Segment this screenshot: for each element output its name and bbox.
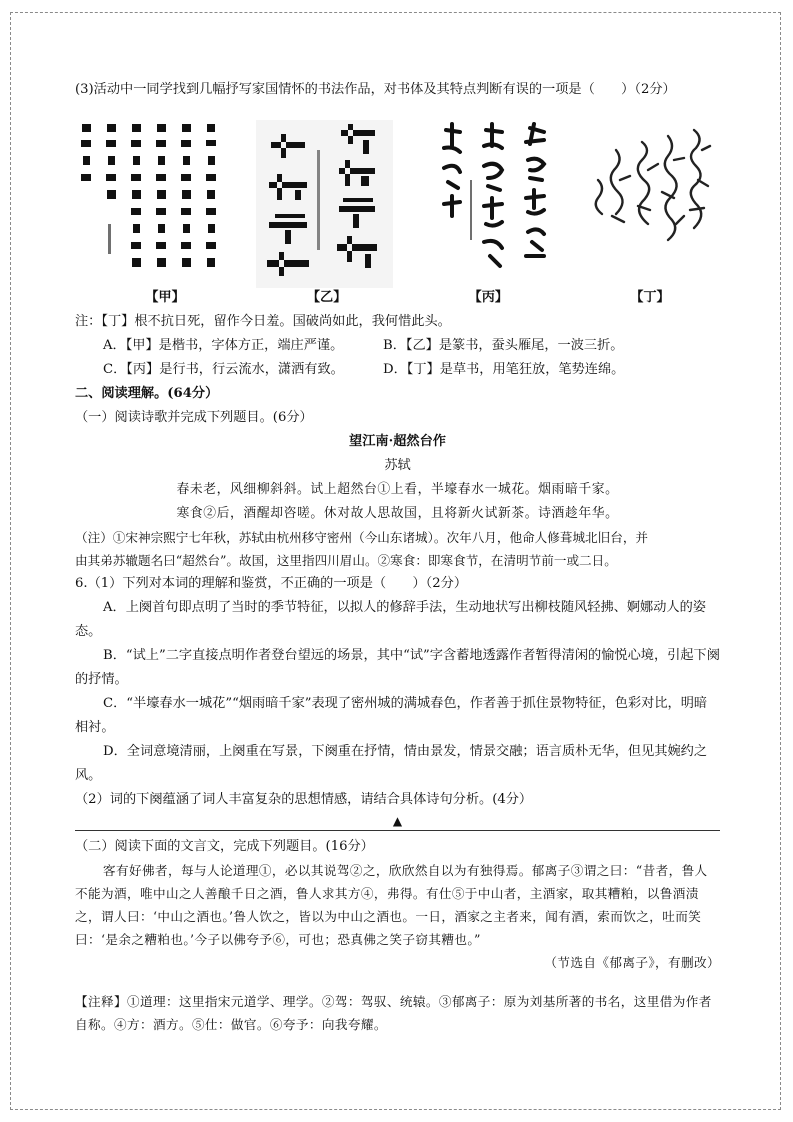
document-content — [75, 78, 720, 1036]
calligraphy-jia-image — [75, 120, 225, 288]
question-3-options-row-2 — [75, 358, 720, 382]
question-6-stem: 6.（1）下列对本词的理解和鉴赏，不正确的一项是（ ）（2分） — [75, 576, 468, 591]
answer-divider — [75, 812, 720, 831]
question-6-option-a: A．上阕首句即点明了当时的季节特征，以拟人的修辞手法，生动地状写出柳枝随风轻拂、婀娜动人的姿态。 — [75, 600, 706, 639]
calligraphy-ding-image — [590, 120, 720, 288]
option-b: B．【乙】是篆书，蚕头雁尾，一波三折。 — [383, 338, 624, 353]
question-3-stem: (3)活动中一同学找到几幅抒写家国情怀的书法作品，对书体及其特点判断有误的一项是（ ）（2分） — [75, 82, 676, 97]
passage-source: （节选自《郁离子》，有删改） — [544, 955, 720, 970]
calligraphy-jia — [75, 120, 225, 288]
calligraphy-bing — [422, 120, 562, 288]
section-heading: 二、阅读理解。(64分） — [75, 386, 219, 401]
label-ding: 【丁】 — [630, 290, 670, 305]
question-6-option-b: B．“试上”二字直接点明作者登台望远的场景，其中“试”字含蓄地透露作者暂得清闲的愉悦心境，引起下阕的抒情。 — [75, 648, 720, 687]
poem-author: 苏轼 — [384, 458, 411, 473]
question-6-option-d: D．全词意境清丽，上阕重在写景，下阕重在抒情，情由景发，情景交融；语言质朴无华，但见其婉约之风。 — [75, 744, 708, 783]
triangle-marker: ▲ — [392, 814, 403, 828]
classical-passage: 客有好佛者，每与人论道理①，必以其说驾②之，欣欣然自以为有独得焉。郁离子③谓之曰：“昔者，鲁人不能为酒，唯中山之人善酿千日之酒，鲁人求其方④，弗得。有仕⑤于中山者，主酒家，取其糟粕，以鲁酒渍之，谓人曰：‘中山之酒也。’鲁人饮之，皆以为中山之酒也。一日，酒家之主者来，闻有酒，索而饮之，吐而笑曰：‘是余之糟粕也。’今子以佛夸予⑥，可也；恐真佛之笑子窃其糟也。” — [75, 863, 708, 947]
calligraphy-note: 注：【丁】根不抗日死，留作今日羞。国破尚如此，我何惜此头。 — [75, 314, 451, 329]
annotations: 【注释】①道理：这里指宋元道学、理学。②驾：驾驭、统辕。③郁离子：原为刘基所著的书名，这里借为作者自称。④方：酒方。⑤仕：做官。⑥夸予：向我夸耀。 — [75, 994, 712, 1032]
poem-line-1: 春未老，风细柳斜斜。试上超然台①上看，半壕春水一城花。烟雨暗千家。 — [176, 482, 619, 497]
spacer — [75, 974, 720, 990]
calligraphy-yi-image — [253, 120, 393, 288]
question-3-options-row-1 — [75, 334, 720, 358]
label-bing: 【丙】 — [468, 290, 509, 305]
question-6-part-2: （2）词的下阕蕴涵了词人丰富复杂的思想情感，请结合具体诗句分析。(4分） — [75, 792, 533, 807]
question-6-option-c: C．“半壕春水一城花”“烟雨暗千家”表现了密州城的满城春色，作者善于抓住景物特征，色彩对比，明暗相衬。 — [75, 696, 708, 735]
label-jia: 【甲】 — [145, 290, 185, 305]
label-yi: 【乙】 — [306, 290, 347, 305]
calligraphy-labels — [75, 286, 720, 310]
poem-title: 望江南·超然台作 — [349, 434, 446, 449]
part-1-heading: （一）阅读诗歌并完成下列题目。(6分） — [75, 410, 313, 425]
poem-note-1: （注）①宋神宗熙宁七年秋，苏轼由杭州移守密州（今山东诸城）。次年八月，他命人修葺城北旧台，并 — [75, 530, 649, 545]
option-a: A．【甲】是楷书，字体方正，端庄严谨。 — [103, 338, 344, 353]
calligraphy-ding — [590, 120, 720, 288]
option-c: C．【丙】是行书，行云流水，潇洒有致。 — [103, 362, 344, 377]
calligraphy-bing-image — [422, 120, 562, 288]
part-2-heading: （二）阅读下面的文言文，完成下列题目。(16分） — [75, 839, 374, 854]
poem-line-2: 寒食②后，酒醒却咨嗟。休对故人思故国，且将新火试新茶。诗酒趁年华。 — [176, 506, 619, 521]
calligraphy-samples — [75, 108, 720, 288]
calligraphy-yi — [253, 120, 393, 288]
option-d: D．【丁】是草书，用笔狂放，笔势连绵。 — [383, 362, 625, 377]
poem-note-2: 由其弟苏辙题名曰“超然台”。故国，这里指四川眉山。②寒食：即寒食节，在清明节前一或二日。 — [75, 553, 617, 568]
